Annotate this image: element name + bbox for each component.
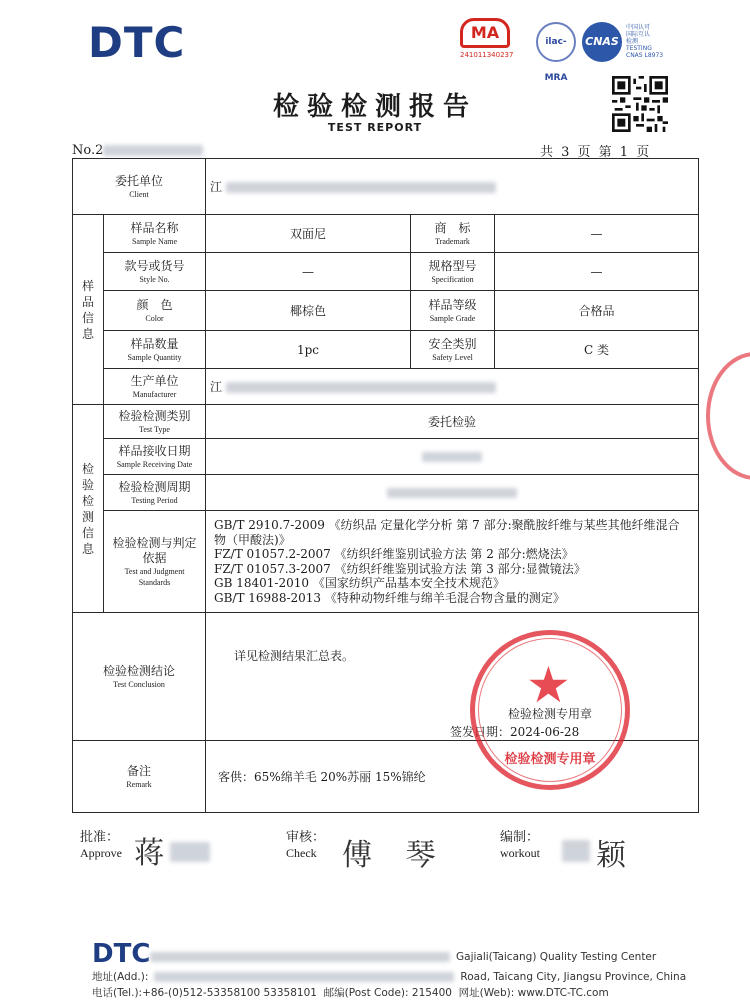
table-row	[73, 405, 699, 439]
style-value: —	[206, 253, 411, 291]
cnas-text-line: 中国认可	[626, 24, 651, 31]
standards-label: 检验检测与判定依据 Test and Judgment Standards	[104, 511, 206, 613]
quantity-label: 样品数量 Sample Quantity	[104, 331, 206, 369]
edge-seal-icon	[706, 352, 750, 480]
period-label: 检验检测周期 Testing Period	[104, 475, 206, 511]
test-info-section-label: 检验检测信息	[73, 405, 104, 613]
quantity-value: 1pc	[206, 331, 411, 369]
client-label: 委托单位 Client	[73, 159, 206, 215]
remark-value: 客供：65%绵羊毛 20%苏丽 15%锦纶	[206, 741, 699, 813]
cma-mark-icon	[460, 18, 512, 62]
footer-logo: DTC	[92, 939, 151, 969]
standard-line: GB 18401-2010 《国家纺织产品基本安全技术规范》	[214, 576, 505, 590]
manufacturer-label: 生产单位 Manufacturer	[104, 369, 206, 405]
cnas-text-line: 国际互认	[626, 31, 651, 38]
safety-label: 安全类别 Safety Level	[411, 331, 495, 369]
remark-label: 备注 Remark	[73, 741, 206, 813]
received-label: 样品接收日期 Sample Receiving Date	[104, 439, 206, 475]
stamp-caption: 检验检测专用章	[508, 707, 593, 721]
conclusion-label: 检验检测结论 Test Conclusion	[73, 613, 206, 741]
cnas-text	[626, 24, 686, 59]
seal-star-icon: ★	[526, 656, 571, 714]
client-value: 江	[206, 159, 699, 215]
check-label: 审核： Check	[286, 830, 326, 860]
color-label: 颜 色 Color	[104, 291, 206, 331]
standard-line: GB/T 2910.7-2009 《纺织品 定量化学分析 第 7 部分:聚酰胺纤维与某些其他纤维混合物（甲酸法)》	[214, 518, 680, 547]
table-row	[73, 511, 699, 613]
standard-line: FZ/T 01057.2-2007 《纺织纤维鉴别试验方法 第 2 部分:燃烧法》	[214, 547, 574, 561]
sample-info-section-label: 样品信息	[73, 215, 104, 405]
dtc-logo: DTC	[88, 18, 186, 67]
cma-mark-label: MA	[460, 18, 510, 48]
issue-date: 签发日期：2024-06-28	[450, 725, 580, 739]
table-row	[73, 369, 699, 405]
sample-name-label: 样品名称 Sample Name	[104, 215, 206, 253]
page-count: 共 3 页 第 1 页	[540, 145, 650, 160]
color-value: 椰棕色	[206, 291, 411, 331]
trademark-label: 商 标 Trademark	[411, 215, 495, 253]
safety-value: C 类	[495, 331, 699, 369]
report-title: 检验检测报告	[272, 92, 477, 122]
table-row	[73, 475, 699, 511]
footer-org: Gajiali(Taicang) Quality Testing Center	[150, 951, 656, 963]
conclusion-text: 详见检测结果汇总表。	[234, 649, 355, 663]
period-value	[206, 475, 699, 511]
trademark-value: —	[495, 215, 699, 253]
check-signature: 傅 琴	[342, 838, 448, 873]
report-number-prefix: No.2	[72, 143, 104, 158]
standard-line: FZ/T 01057.3-2007 《纺织纤维鉴别试验方法 第 3 部分:显微镜法》	[214, 561, 586, 576]
cnas-text-line: CNAS L8973	[626, 52, 664, 59]
test-type-label: 检验检测类别 Test Type	[104, 405, 206, 439]
style-label: 款号或货号 Style No.	[104, 253, 206, 291]
footer-web[interactable]: 网址(Web): www.DTC-TC.com	[458, 987, 609, 999]
table-row	[73, 439, 699, 475]
grade-value: 合格品	[495, 291, 699, 331]
table-row	[73, 159, 699, 215]
footer-contact	[92, 985, 609, 1000]
table-row	[73, 253, 699, 291]
grade-label: 样品等级 Sample Grade	[411, 291, 495, 331]
footer-tel: 电话(Tel.):+86-(0)512-53358100 53358101	[92, 987, 317, 999]
test-type-value: 委托检验	[206, 405, 699, 439]
seal-label: 检验检测专用章	[504, 752, 596, 767]
received-value	[206, 439, 699, 475]
ilac-mra-icon: ilac-MRA	[536, 22, 576, 62]
table-row	[73, 291, 699, 331]
table-row	[73, 331, 699, 369]
report-subtitle: TEST REPORT	[327, 121, 423, 134]
approve-label: 批准： Approve	[80, 830, 122, 860]
sample-name-value: 双面尼	[206, 215, 411, 253]
workout-label: 编制： workout	[500, 830, 540, 860]
spec-label: 规格型号 Specification	[411, 253, 495, 291]
spec-value: —	[495, 253, 699, 291]
manufacturer-value: 江	[206, 369, 699, 405]
table-row	[73, 215, 699, 253]
cnas-text-line: TESTING	[626, 45, 652, 52]
approve-signature: 蒋	[134, 836, 164, 871]
cnas-icon: CNAS	[582, 22, 622, 62]
workout-signature: 颖	[596, 838, 626, 873]
standard-line: GB/T 16988-2013 《特种动物纤维与绵羊毛混合物含量的测定》	[214, 590, 565, 605]
standards-list	[206, 511, 699, 613]
footer-address: 地址(Add.): Road, Taicang City, Jiangsu Province, China	[92, 971, 687, 983]
cnas-text-line: 检测	[626, 38, 639, 45]
cma-number: 241011340237	[460, 51, 514, 59]
footer-postcode: 邮编(Post Code): 215400	[323, 987, 452, 999]
report-number	[72, 143, 203, 158]
